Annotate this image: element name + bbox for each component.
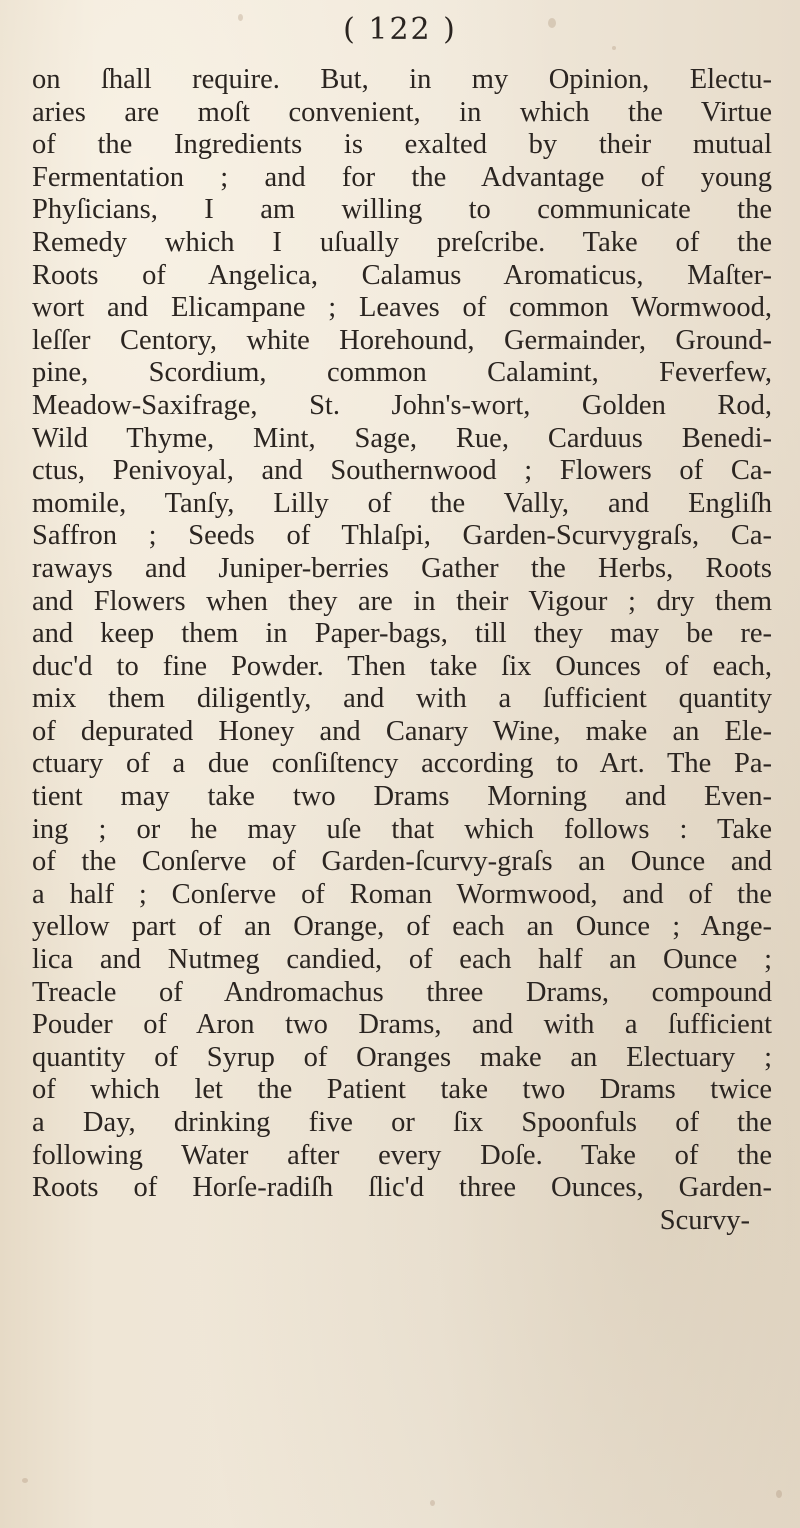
text-line: following Water after every Doſe. Take of the <box>32 1139 772 1171</box>
paper-stain <box>430 1500 435 1506</box>
text-line: Pouder of Aron two Drams, and with a ſufficient <box>32 1009 772 1041</box>
text-line: on ſhall require. But, in my Opinion, Electu- <box>32 64 772 95</box>
text-line: of which let the Patient take two Drams twice <box>32 1074 772 1106</box>
text-line: ing ; or he may uſe that which follows : Take <box>32 813 772 845</box>
text-line: quantity of Syrup of Oranges make an Electuary ; <box>32 1041 772 1073</box>
text-line: Phyſicians, I am willing to communicate the <box>32 194 772 226</box>
text-line: Treacle of Andromachus three Drams, compound <box>32 976 772 1008</box>
text-line: momile, Tanſy, Lilly of the Vally, and Engliſh <box>32 487 772 519</box>
paper-stain <box>22 1478 28 1483</box>
text-line: a Day, drinking five or ſix Spoonfuls of the <box>32 1107 772 1138</box>
text-line: Fermentation ; and for the Advantage of young <box>32 161 772 193</box>
text-line: Saffron ; Seeds of Thlaſpi, Garden-Scurvygraſs, Ca- <box>32 520 772 552</box>
text-line: duc'd to fine Powder. Then take ſix Ounces of each, <box>32 650 772 682</box>
text-line: mix them diligently, and with a ſufficient quantity <box>32 683 772 715</box>
text-line: Wild Thyme, Mint, Sage, Rue, Carduus Benedi- <box>32 422 772 454</box>
text-line: Scurvy- <box>659 1204 750 1236</box>
text-line: leſſer Centory, white Horehound, Germainder, Ground- <box>32 324 772 356</box>
text-line: yellow part of an Orange, of each an Ounce ; Ange- <box>32 911 772 943</box>
text-line: tient may take two Drams Morning and Even- <box>32 781 772 813</box>
paper-stain <box>776 1490 782 1498</box>
text-line: Remedy which I uſually preſcribe. Take of the <box>32 226 772 258</box>
text-line: Roots of Horſe-radiſh ſlic'd three Ounces, Garden- <box>32 1172 772 1204</box>
text-line: raways and Juniper-berries Gather the Herbs, Roots <box>32 552 772 584</box>
text-line: pine, Scordium, common Calamint, Feverfew, <box>32 357 772 389</box>
text-line: of depurated Honey and Canary Wine, make an Ele- <box>32 715 772 747</box>
text-line: Meadow-Saxifrage, St. John's-wort, Golden Rod, <box>32 389 772 421</box>
text-line: and Flowers when they are in their Vigour ; dry them <box>32 585 772 617</box>
text-line: ctus, Penivoyal, and Southernwood ; Flowers of Ca- <box>32 455 772 487</box>
page-body-text <box>32 64 772 1237</box>
text-line: ctuary of a due conſiſtency according to Art. The Pa- <box>32 748 772 780</box>
text-line: of the Ingredients is exalted by their mutual <box>32 129 772 161</box>
text-line: wort and Elicampane ; Leaves of common Wormwood, <box>32 292 772 324</box>
text-line: aries are moſt convenient, in which the Virtue <box>32 96 772 128</box>
text-line: of the Conſerve of Garden-ſcurvy-graſs an Ounce and <box>32 846 772 878</box>
text-line: lica and Nutmeg candied, of each half an Ounce ; <box>32 944 772 976</box>
text-line: a half ; Conſerve of Roman Wormwood, and of the <box>32 878 772 910</box>
text-line: and keep them in Paper-bags, till they may be re- <box>32 618 772 650</box>
page-number-header: ( 122 ) <box>343 12 457 47</box>
text-line: Roots of Angelica, Calamus Aromaticus, Maſter- <box>32 259 772 291</box>
